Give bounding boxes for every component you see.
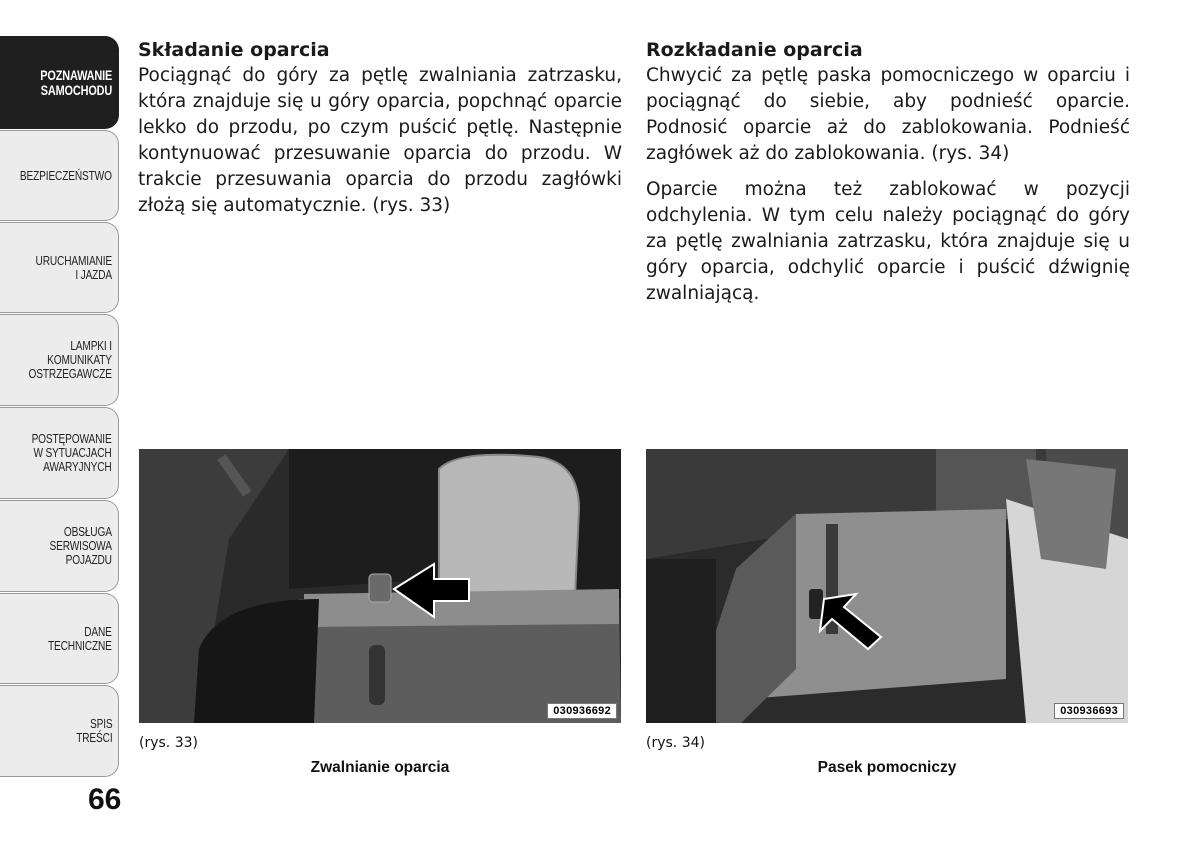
tab-spis-tresci[interactable]: SPIS TREŚCI bbox=[0, 685, 119, 777]
tab-lampki-i-komunikaty[interactable]: LAMPKI I KOMUNIKATY OSTRZEGAWCZE bbox=[0, 314, 119, 406]
section-heading: Rozkładanie oparcia bbox=[646, 39, 863, 61]
figure-code: 030936693 bbox=[1054, 703, 1124, 719]
tab-poznawanie-samochodu[interactable]: POZNAWANIE SAMOCHODU bbox=[0, 36, 119, 129]
tab-obsluga-serwisowa[interactable]: OBSŁUGA SERWISOWA POJAZDU bbox=[0, 500, 119, 592]
figure-assist-strap-photo bbox=[646, 449, 1128, 723]
figure-code: 030936692 bbox=[547, 703, 617, 719]
section-body-1: Chwycić za pętlę paska pomocniczego w oparciu i pociągnąć do siebie, aby podnieść oparcie. Podnosić oparcie aż do zablokowania. Podnieść zagłówek aż do zablokowania. (rys. 34) bbox=[646, 65, 1130, 164]
section-heading: Składanie oparcia bbox=[138, 39, 330, 61]
tab-dane-techniczne[interactable]: DANE TECHNICZNE bbox=[0, 593, 119, 684]
figure-ref-33: (rys. 33) bbox=[139, 735, 198, 751]
section-body-2: Oparcie można też zablokować w pozycji odchylenia. W tym celu należy pociągnąć do góry za pętlę zwalniania zatrzasku, która znajduje się u góry oparcia, odchylić oparcie i puścić dźwignię zwalniającą. bbox=[646, 179, 1130, 304]
figure-ref-34: (rys. 34) bbox=[646, 735, 705, 751]
figure-caption-33: Zwalnianie oparcia bbox=[310, 759, 450, 776]
figure-caption-34: Pasek pomocniczy bbox=[817, 759, 957, 776]
seat-release-illustration bbox=[139, 449, 621, 723]
page-number: 66 bbox=[88, 783, 122, 816]
tab-postepowanie-awaryjne[interactable]: POSTĘPOWANIE W SYTUACJACH AWARYJNYCH bbox=[0, 407, 119, 499]
section-rozkladanie-oparcia bbox=[646, 37, 1130, 307]
section-skladanie-oparcia bbox=[138, 37, 622, 219]
assist-strap-illustration bbox=[646, 449, 1128, 723]
figure-seat-release-photo bbox=[139, 449, 621, 723]
section-body: Pociągnąć do góry za pętlę zwalniania zatrzasku, która znajduje się u góry oparcia, popchnąć oparcie lekko do przodu, po czym puścić pętlę. Następnie kontynuować przesuwanie oparcia do przodu. W trakcie przesuwania oparcia do przodu zagłówki złożą się automatycznie. (rys. 33) bbox=[138, 65, 622, 216]
tab-bezpieczenstwo[interactable]: BEZPIECZEŃSTWO bbox=[0, 130, 119, 221]
tab-uruchamianie-i-jazda[interactable]: URUCHAMIANIE I JAZDA bbox=[0, 222, 119, 313]
